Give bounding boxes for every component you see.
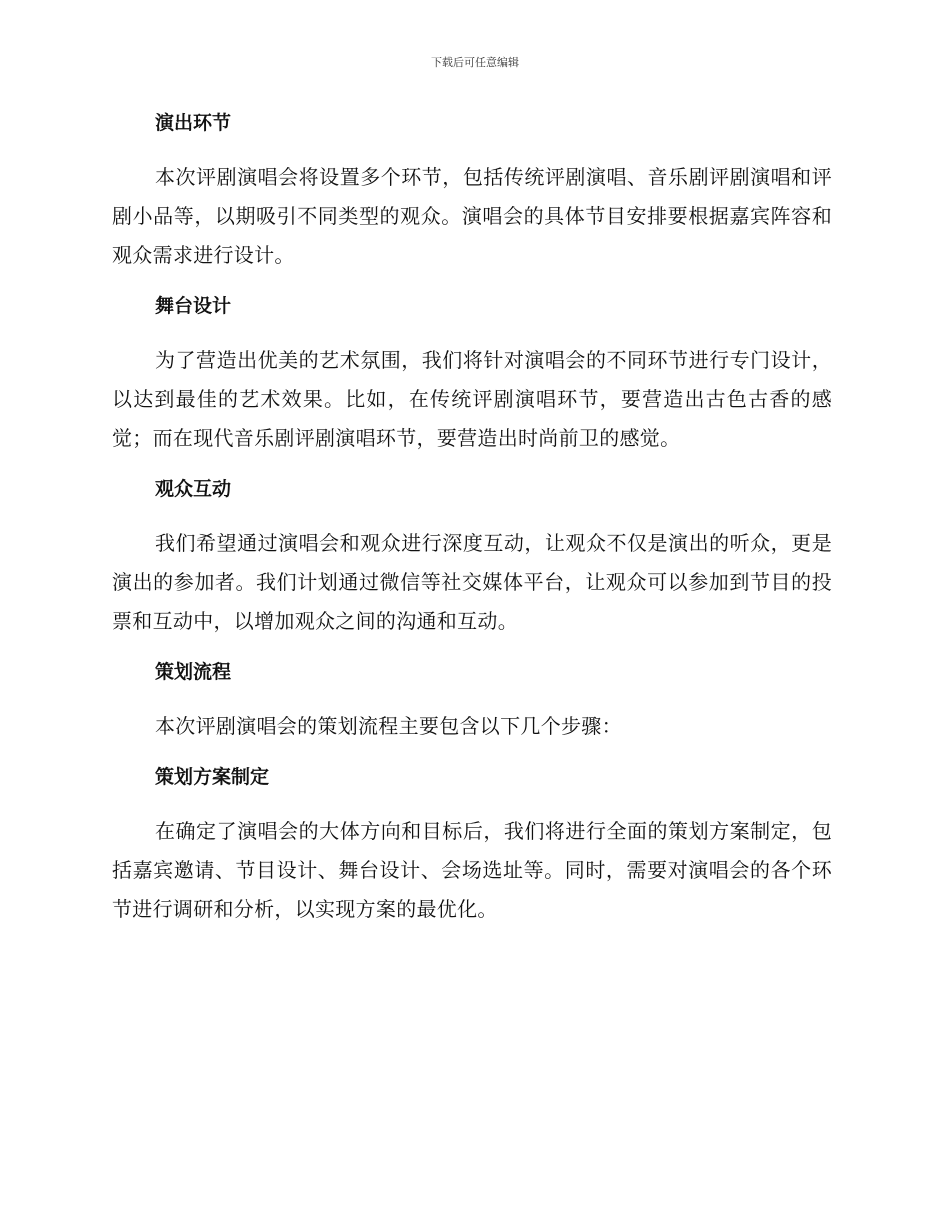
section-heading: 策划流程 (155, 661, 232, 683)
section-paragraph: 本次评剧演唱会将设置多个环节，包括传统评剧演唱、音乐剧评剧演唱和评剧小品等，以期吸引不同类型的观众。演唱会的具体节目安排要根据嘉宾阵容和观众需求进行设计。 (112, 165, 832, 267)
section-performance (112, 110, 832, 275)
section-paragraph: 我们希望通过演唱会和观众进行深度互动，让观众不仅是演出的听众，更是演出的参加者。我们计划通过微信等社交媒体平台，让观众可以参加到节目的投票和互动中，以增加观众之间的沟通和互动。 (112, 531, 832, 633)
section-paragraph: 在确定了演唱会的大体方向和目标后，我们将进行全面的策划方案制定，包括嘉宾邀请、节目设计、舞台设计、会场选址等。同时，需要对演唱会的各个环节进行调研和分析，以实现方案的最优化。 (112, 819, 832, 921)
section-heading: 演出环节 (155, 112, 232, 134)
section-paragraph: 为了营造出优美的艺术氛围，我们将针对演唱会的不同环节进行专门设计，以达到最佳的艺术效果。比如，在传统评剧演唱环节，要营造出古色古香的感觉；而在现代音乐剧评剧演唱环节，要营造出时尚前卫的感觉。 (112, 348, 832, 450)
section-heading: 策划方案制定 (155, 766, 270, 788)
section-planning-process (112, 659, 832, 746)
section-paragraph: 本次评剧演唱会的策划流程主要包含以下几个步骤： (155, 714, 622, 738)
document-body (112, 110, 832, 947)
section-stage-design (112, 293, 832, 458)
section-audience-interaction (112, 476, 832, 641)
section-heading: 舞台设计 (155, 295, 232, 317)
section-heading: 观众互动 (155, 478, 232, 500)
page-header-note: 下载后可任意编辑 (431, 56, 519, 69)
section-plan-formulation (112, 764, 832, 929)
